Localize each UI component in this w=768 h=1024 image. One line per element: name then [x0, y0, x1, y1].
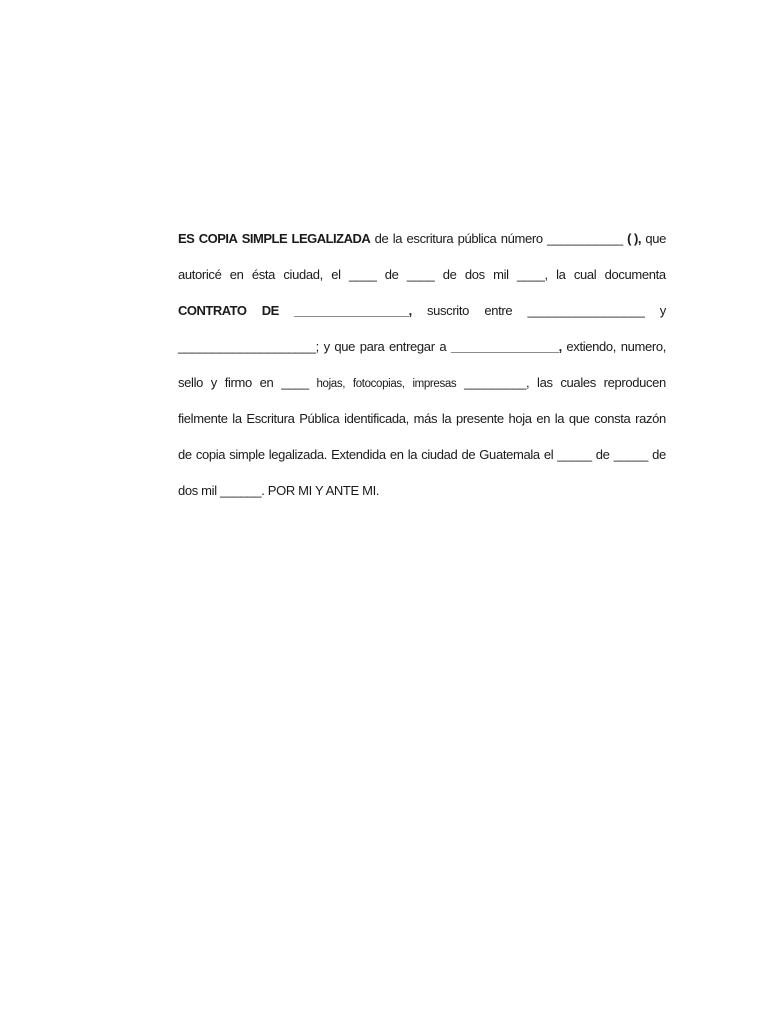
paragraph-word: escritura [406, 231, 454, 246]
paragraph-word: Escritura [246, 411, 295, 426]
paragraph-word: simple [229, 447, 265, 462]
paragraph-line [178, 298, 666, 334]
paragraph-word: reproducen [603, 375, 666, 390]
paragraph-word: de [178, 447, 192, 462]
paragraph-word: que [334, 339, 356, 354]
paragraph-word: COPIA [198, 231, 238, 246]
paragraph-word: las [537, 375, 553, 390]
paragraph-word: _________________ [527, 303, 645, 318]
paragraph-word: razón [635, 411, 666, 426]
paragraph-word: en [229, 267, 244, 282]
paragraph-word: ____ [406, 267, 435, 282]
paragraph-word: extiendo, [566, 339, 617, 354]
paragraph-word: ____ [281, 375, 309, 390]
paragraph-word: presente [455, 411, 504, 426]
paragraph-word: pública [457, 231, 497, 246]
paragraph-word: entre [484, 303, 513, 318]
paragraph-word: en [389, 447, 404, 462]
paragraph-word: la [392, 231, 403, 246]
paragraph-word: ____ [348, 267, 377, 282]
legalization-paragraph [178, 226, 666, 514]
paragraph-word: ( ), [627, 231, 641, 246]
paragraph-word: sello [178, 375, 203, 390]
paragraph-word: hojas, [316, 378, 346, 390]
paragraph-word: fotocopias, [352, 378, 405, 390]
paragraph-line [178, 406, 666, 442]
paragraph-word: la [556, 267, 566, 282]
paragraph-word: CONTRATO [178, 303, 247, 318]
paragraph-word: ésta [251, 267, 276, 282]
paragraph-word: _____ [557, 447, 592, 462]
paragraph-word: ________________, [450, 339, 562, 354]
paragraph-word: mil [493, 267, 509, 282]
paragraph-word: hoja [508, 411, 532, 426]
paragraph-word: dos [464, 267, 485, 282]
paragraph-word: LEGALIZADA [291, 231, 371, 246]
paragraph-word: ciudad [421, 447, 458, 462]
paragraph-word: la [441, 411, 452, 426]
paragraph-word: la [407, 447, 418, 462]
paragraph-word: legalizada. [268, 447, 328, 462]
paragraph-word: impresas [412, 378, 457, 390]
paragraph-word: de [461, 447, 476, 462]
paragraph-word: documenta [604, 267, 666, 282]
paragraph-line [178, 442, 666, 478]
paragraph-word: de [442, 267, 457, 282]
paragraph-word: copia [195, 447, 226, 462]
paragraph-word: de [652, 447, 666, 462]
paragraph-word: entregar [389, 339, 435, 354]
paragraph-word: y [210, 375, 217, 390]
paragraph-word: cual [573, 267, 597, 282]
paragraph-word: firmo [224, 375, 252, 390]
paragraph-word: _____ [613, 447, 648, 462]
paragraph-word: en [259, 375, 274, 390]
paragraph-word: la [554, 411, 565, 426]
paragraph-word: número [500, 231, 543, 246]
paragraph-word: que [645, 231, 666, 246]
paragraph-word: de [374, 231, 389, 246]
paragraph-word: _________, [464, 375, 530, 390]
paragraph-word: consta [594, 411, 631, 426]
paragraph-line [178, 226, 666, 262]
paragraph-word: de [384, 267, 399, 282]
paragraph-word: Extendida [331, 447, 386, 462]
paragraph-word: DE [261, 303, 279, 318]
paragraph-word: ciudad, [283, 267, 323, 282]
paragraph-word: en [536, 411, 551, 426]
paragraph-word: más [413, 411, 438, 426]
paragraph-word: para [359, 339, 385, 354]
paragraph-word: Pública [299, 411, 340, 426]
paragraph-word: y [659, 303, 666, 318]
paragraph-word: fielmente [178, 411, 228, 426]
paragraph-word: que [568, 411, 590, 426]
paragraph-line [178, 334, 666, 370]
paragraph-word: suscrito [427, 303, 469, 318]
paragraph-line [178, 478, 666, 514]
paragraph-word: SIMPLE [241, 231, 288, 246]
paragraph-word: dos mil ______. POR MI Y ANTE MI. [178, 483, 380, 498]
paragraph-word: la [232, 411, 242, 426]
paragraph-word: a [439, 339, 447, 354]
paragraph-word: el [543, 447, 554, 462]
paragraph-word: el [331, 267, 341, 282]
paragraph-word: _________________, [294, 303, 412, 318]
paragraph-word: Guatemala [479, 447, 540, 462]
paragraph-word: identificada, [344, 411, 409, 426]
paragraph-word: y [323, 339, 330, 354]
paragraph-word: ___________ [547, 231, 623, 246]
paragraph-word: de [595, 447, 610, 462]
paragraph-word: ____________________; [178, 339, 319, 354]
paragraph-word: ____, [516, 267, 548, 282]
paragraph-line [178, 370, 666, 406]
paragraph-word: numero, [620, 339, 666, 354]
paragraph-line [178, 262, 666, 298]
paragraph-word: cuales [560, 375, 596, 390]
paragraph-word: ES [178, 231, 195, 246]
paragraph-word: autoricé [178, 267, 222, 282]
